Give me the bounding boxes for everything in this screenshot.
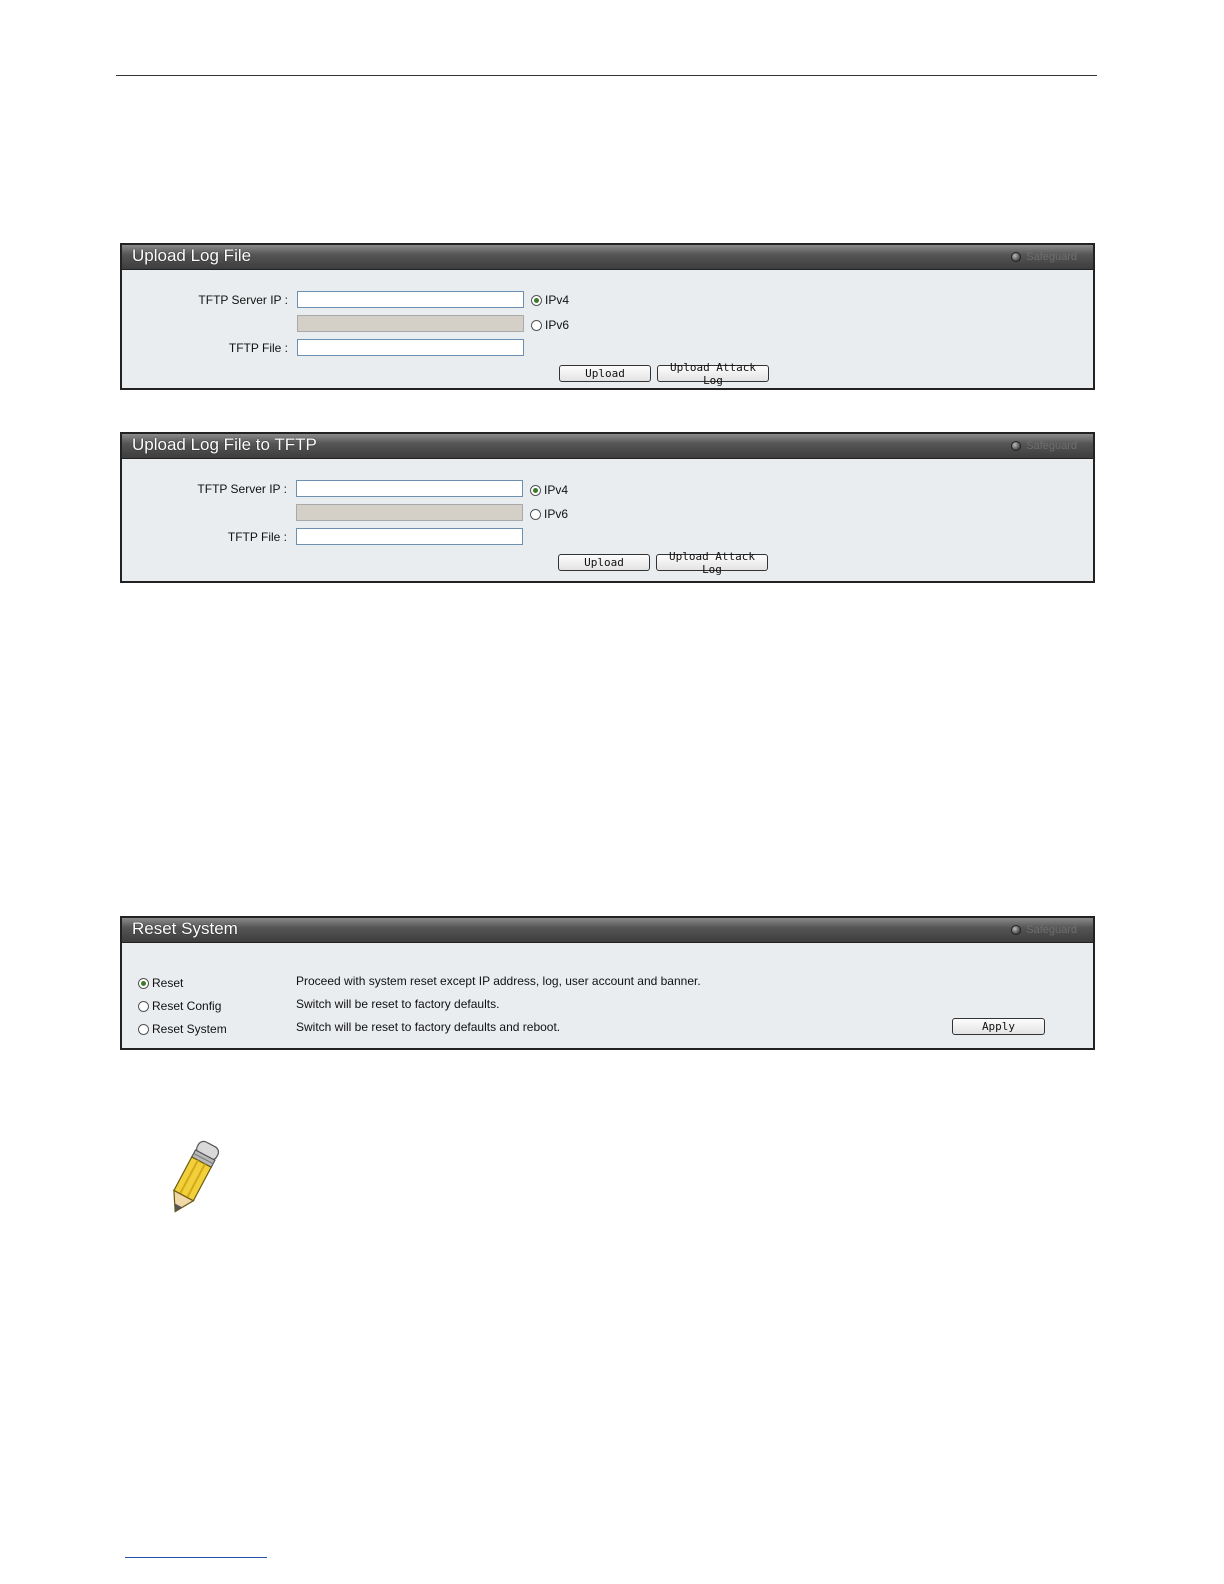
reset-config-option-label: Reset Config — [152, 999, 222, 1013]
ipv4-label: IPv4 — [544, 483, 569, 497]
radio-unselected-icon — [138, 1001, 149, 1012]
reset-system-panel — [120, 916, 1095, 1050]
apply-button[interactable]: Apply — [952, 1018, 1045, 1035]
safeguard-indicator-icon — [1011, 252, 1021, 262]
ipv4-label: IPv4 — [545, 293, 570, 307]
radio-unselected-icon — [531, 320, 542, 331]
tftp-file-label: TFTP File : — [227, 530, 287, 544]
ipv4-radio[interactable] — [530, 483, 568, 497]
radio-unselected-icon — [530, 509, 541, 520]
upload-log-file-to-tftp-panel — [120, 432, 1095, 583]
panel-title: Upload Log File to TFTP — [132, 435, 317, 454]
reset-radio[interactable] — [138, 976, 183, 990]
upload-attack-log-button[interactable]: Upload Attack Log — [657, 365, 769, 382]
ipv6-radio[interactable] — [531, 318, 569, 332]
reset-option-description: Proceed with system reset except IP address, log, user account and banner. — [296, 974, 701, 988]
safeguard-badge — [1011, 251, 1077, 263]
tftp-server-ipv4-input[interactable] — [296, 480, 523, 497]
panel-title: Reset System — [132, 919, 238, 938]
page-header-rule — [116, 75, 1097, 76]
panel-header — [122, 918, 1093, 943]
reset-config-radio[interactable] — [138, 999, 221, 1013]
upload-button[interactable]: Upload — [558, 554, 650, 571]
tftp-server-ip-label: TFTP Server IP : — [198, 293, 288, 307]
ipv6-label: IPv6 — [544, 507, 569, 521]
panel-header — [122, 245, 1093, 270]
ipv6-label: IPv6 — [545, 318, 570, 332]
ipv6-radio[interactable] — [530, 507, 568, 521]
safeguard-label: Safeguard — [1026, 440, 1077, 452]
reset-system-radio[interactable] — [138, 1022, 227, 1036]
tftp-server-ipv4-input[interactable] — [297, 291, 524, 308]
reset-system-option-description: Switch will be reset to factory defaults and reboot. — [296, 1020, 561, 1034]
reset-option-label: Reset — [152, 976, 184, 990]
reset-config-option-description: Switch will be reset to factory defaults. — [296, 997, 500, 1011]
tftp-file-label: TFTP File : — [228, 341, 288, 355]
reset-system-option-label: Reset System — [152, 1022, 227, 1036]
safeguard-label: Safeguard — [1026, 924, 1077, 936]
tftp-server-ip-label: TFTP Server IP : — [197, 482, 287, 496]
radio-selected-icon — [531, 295, 542, 306]
panel-header — [122, 434, 1093, 459]
safeguard-indicator-icon — [1011, 925, 1021, 935]
radio-selected-icon — [138, 978, 149, 989]
upload-button[interactable]: Upload — [559, 365, 651, 382]
ipv4-radio[interactable] — [531, 293, 569, 307]
radio-unselected-icon — [138, 1024, 149, 1035]
pencil-note-icon — [158, 1136, 228, 1221]
panel-title: Upload Log File — [132, 246, 252, 265]
footer-link-underline — [125, 1557, 267, 1558]
safeguard-label: Safeguard — [1026, 251, 1077, 263]
tftp-file-input[interactable] — [296, 528, 523, 545]
radio-selected-icon — [530, 485, 541, 496]
tftp-server-ipv6-input[interactable] — [296, 504, 523, 521]
tftp-server-ipv6-input[interactable] — [297, 315, 524, 332]
safeguard-badge — [1011, 924, 1077, 936]
upload-log-file-panel — [120, 243, 1095, 390]
upload-attack-log-button[interactable]: Upload Attack Log — [656, 554, 768, 571]
safeguard-indicator-icon — [1011, 441, 1021, 451]
tftp-file-input[interactable] — [297, 339, 524, 356]
safeguard-badge — [1011, 440, 1077, 452]
